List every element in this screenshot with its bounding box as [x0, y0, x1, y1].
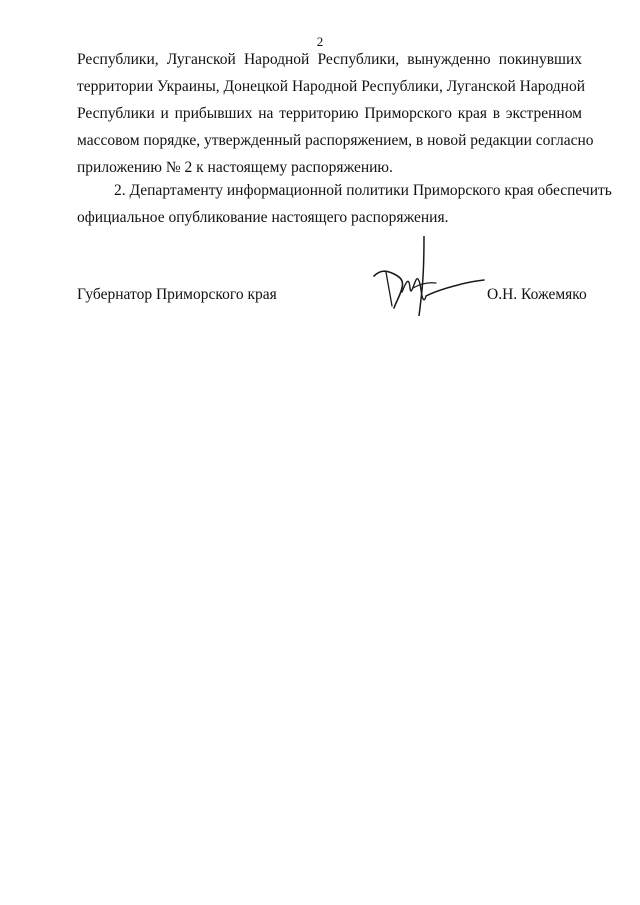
page-number: 2 — [316, 34, 324, 49]
paragraph-line: официальное опубликование настоящего распоряжения. — [77, 209, 449, 226]
paragraph-line: 2. Департаменту информационной политики Приморского края обеспечить — [114, 182, 612, 199]
handwritten-signature — [366, 236, 486, 316]
paragraph-line: массовом порядке, утвержденный распоряжением, в новой редакции согласно — [77, 132, 594, 149]
paragraph-line: Республики и прибывших на территорию Приморского края в экстренном — [77, 105, 582, 122]
paragraph-line: территории Украины, Донецкой Народной Республики, Луганской Народной — [77, 78, 586, 95]
signer-name: О.Н. Кожемяко — [487, 286, 587, 303]
signer-title: Губернатор Приморского края — [77, 286, 277, 303]
paragraph-line: Республики, Луганской Народной Республики, вынужденно покинувших — [77, 51, 582, 68]
paragraph-line: приложению № 2 к настоящему распоряжению. — [77, 159, 393, 176]
